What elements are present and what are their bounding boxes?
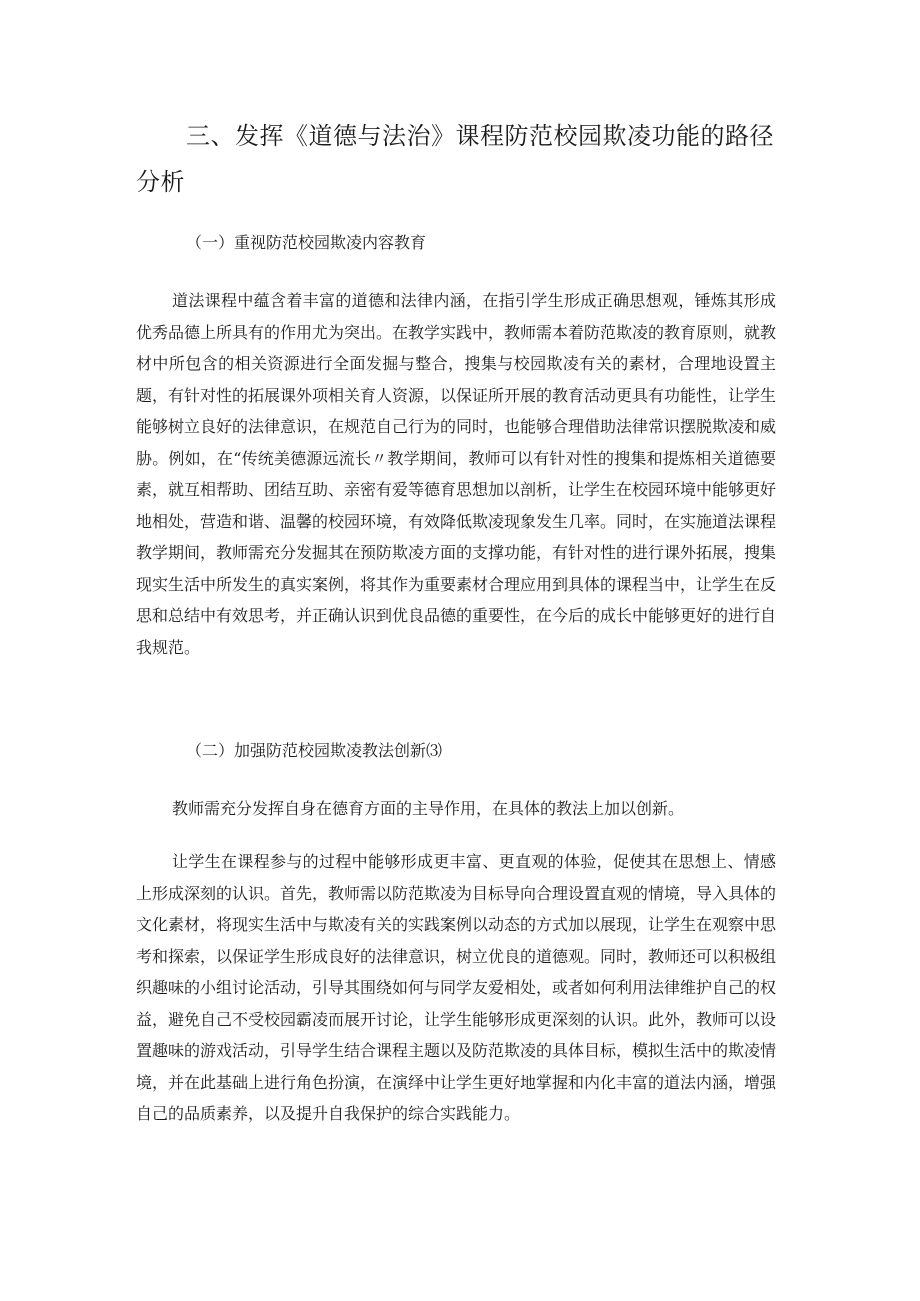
paragraph-method-innovation: 让学生在课程参与的过程中能够形成更丰富、更直观的体验，促使其在思想上、情感上形成深刻的认识。首先，教师需以防范欺凌为目标导向合理设置直观的情境，导入具体的文化素材，将现实生活中与欺凌有关的实践案例以动态的方式加以展现，让学生在观察中思考和探索，以保证学生形成良好的法律意识，树立优良的道德观。同时，教师还可以积极组织趣味的小组讨论活动，引导其围绕如何与同学友爱相处，或者如何利用法律维护自己的权益，避免自己不受校园霸凌而展开讨论，让学生能够形成更深刻的认识。此外，教师可以设置趣味的游戏活动，引导学生结合课程主题以及防范欺凌的具体目标，模拟生活中的欺凌情境，并在此基础上进行角色扮演，在演绎中让学生更好地掌握和内化丰富的道法内涵，增强自己的品质素养，以及提升自我保护的综合实践能力。 — [136, 852, 777, 1123]
section-heading: 三、发挥《道德与法治》课程防范校园欺凌功能的路径分析 — [136, 122, 774, 196]
paragraph-content-education: 道法课程中蕴含着丰富的道德和法律内涵，在指引学生形成正确思想观，锤炼其形成优秀品德上所具有的作用尤为突出。在教学实践中，教师需本着防范欺凌的教育原则，就教材中所包含的相关资源进行全面发掘与整合，搜集与校园欺凌有关的素材，合理地设置主题，有针对性的拓展课外项相关育人资源，以保证所开展的教育活动更具有功能性，让学生能够树立良好的法律意识，在规范自己行为的同时，也能够合理借助法律常识摆脱欺凌和威胁。例如，在“传统美德源远流长〃教学期间，教师可以有针对性的搜集和提炼相关道德要素，就互相帮助、团结互助、亲密有爱等德育思想加以剖析，让学生在校园环境中能够更好地相处，营造和谐、温馨的校园环境，有效降低欺凌现象发生几率。同时，在实施道法课程教学期间，教师需充分发掘其在预防欺凌方面的支撑功能，有针对性的进行课外拓展，搜集现实生活中所发生的真实案例，将其作为重要素材合理应用到具体的课程当中，让学生在反思和总结中有效思考，并正确认识到优良品德的重要性，在今后的成长中能够更好的进行自我规范。 — [136, 291, 777, 657]
subsection-title-2: （二）加强防范校园欺凌教法创新⑶ — [186, 741, 443, 760]
paragraph-teacher-role: 教师需充分发挥自身在德育方面的主导作用，在具体的教法上加以创新。 — [172, 799, 685, 818]
subsection-title-1: （一）重视防范校园欺凌内容教育 — [186, 233, 427, 252]
